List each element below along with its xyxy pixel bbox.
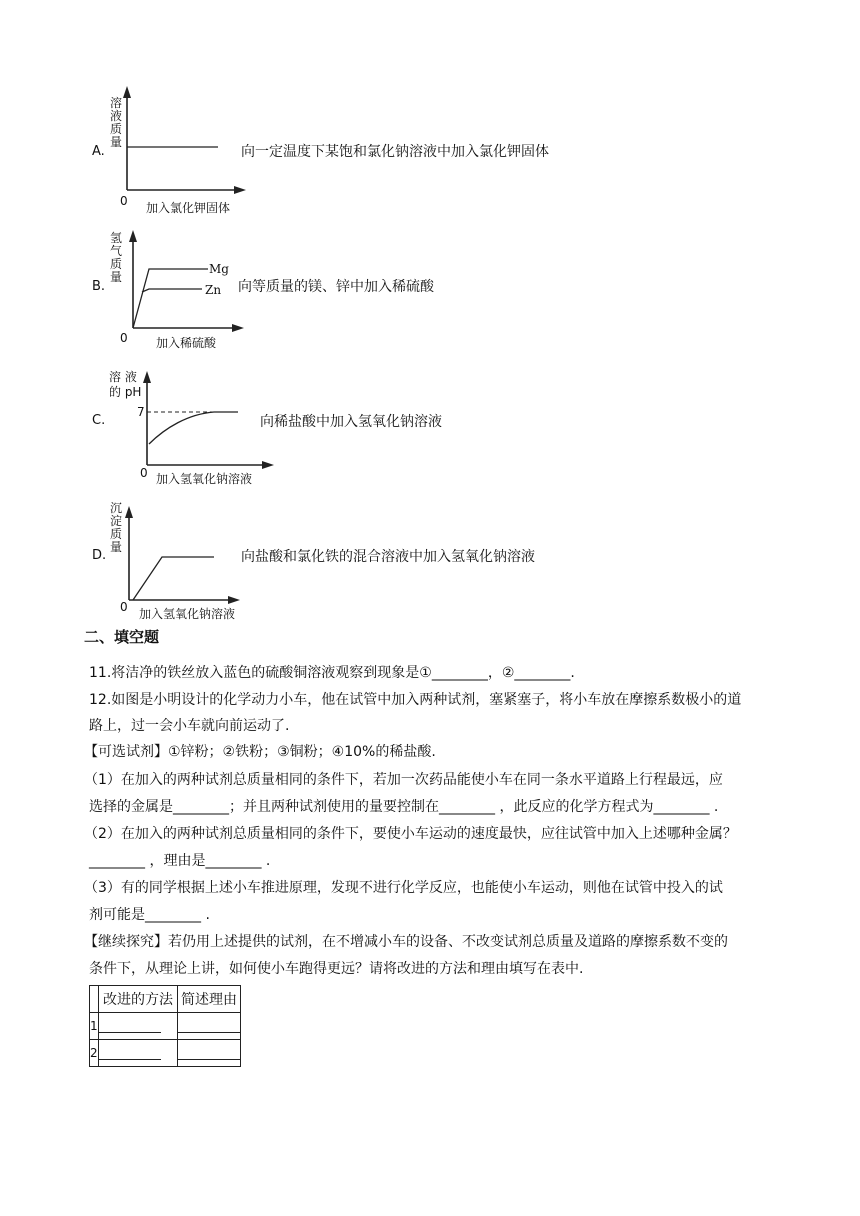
option-b-x-label: 加入稀硫酸 xyxy=(156,336,217,350)
section-title: 二、填空题 xyxy=(84,628,160,646)
table-header-row xyxy=(90,986,241,1013)
question-12-line1: 12.如图是小明设计的化学动力小车，他在试管中加入两种试剂，塞紧塞子，将小车放在摩擦系数极小的道 xyxy=(89,692,742,708)
graph-b-mg-line xyxy=(133,269,208,328)
table-cell-reason-blank[interactable] xyxy=(178,1040,241,1067)
option-a-x-label: 加入氯化钾固体 xyxy=(146,201,231,215)
explore-line2: 条件下，从理论上讲，如何使小车跑得更远？请将改进的方法和理由填写在表中. xyxy=(89,961,584,977)
option-d-letter: D. xyxy=(92,548,107,563)
option-d-description: 向盐酸和氯化铁的混合溶液中加入氢氧化钠溶液 xyxy=(241,549,535,565)
option-a-description: 向一定温度下某饱和氯化钠溶液中加入氯化钾固体 xyxy=(241,144,549,160)
graph-a xyxy=(123,86,246,194)
table-row-number: 2 xyxy=(90,1040,99,1067)
option-a-origin: 0 xyxy=(120,194,128,208)
option-b-series-zn: Zn xyxy=(205,283,222,297)
option-b-series-mg: Mg xyxy=(209,262,229,276)
option-d-y-label: 沉 淀 质 量 xyxy=(110,501,123,554)
part-2-line1: （2）在加入的两种试剂总质量相同的条件下，要使小车运动的速度最快，应往试管中加入上述哪种金属？ xyxy=(84,826,737,842)
question-12-line2: 路上，过一会小车就向前运动了. xyxy=(89,718,290,734)
question-11: 11.将洁净的铁丝放入蓝色的硫酸铜溶液观察到现象是①________，②________. xyxy=(89,665,575,681)
option-c-x-label: 加入氢氧化钠溶液 xyxy=(156,472,253,486)
option-b-description: 向等质量的镁、锌中加入稀硫酸 xyxy=(238,279,434,295)
table-row xyxy=(90,1013,241,1040)
option-a-letter: A. xyxy=(92,144,105,159)
option-b-origin: 0 xyxy=(120,331,128,345)
graph-b xyxy=(129,230,244,332)
graph-d xyxy=(125,506,240,604)
table-row-number: 1 xyxy=(90,1013,99,1040)
option-c-y-label-line2: 的 pH xyxy=(109,385,142,399)
improvement-table xyxy=(89,985,241,1067)
table-row xyxy=(90,1040,241,1067)
table-corner-cell xyxy=(90,986,99,1013)
option-a-y-label: 溶 液 质 量 xyxy=(110,96,123,149)
part-1-line1: （1）在加入的两种试剂总质量相同的条件下，若加一次药品能使小车在同一条水平道路上行程最远，应 xyxy=(84,772,723,788)
part-3-line1: （3）有的同学根据上述小车推进原理，发现不进行化学反应，也能使小车运动，则他在试管中投入的试 xyxy=(84,880,723,896)
explore-line1: 【继续探究】若仍用上述提供的试剂，在不增减小车的设备、不改变试剂总质量及道路的摩擦系数不变的 xyxy=(84,934,728,950)
option-d-origin: 0 xyxy=(120,600,128,614)
option-b-letter: B. xyxy=(92,279,106,294)
graph-c-curve xyxy=(149,412,238,444)
part-3-line2: 剂可能是________ . xyxy=(89,907,210,923)
option-d-x-label: 加入氢氧化钠溶液 xyxy=(139,607,236,621)
table-header-method: 改进的方法 xyxy=(99,986,178,1013)
part-1-line2: 选择的金属是________；并且两种试剂使用的量要控制在________ ，此反应的化学方程式为________ . xyxy=(89,799,719,815)
option-b-y-label: 氢 气 质 量 xyxy=(110,231,123,284)
graph-d-line xyxy=(133,557,214,600)
option-c-origin: 0 xyxy=(140,466,148,480)
graph-c xyxy=(143,371,274,469)
part-2-line2: ________ ，理由是________ . xyxy=(89,853,271,869)
option-c-tick-7: 7 xyxy=(137,405,145,419)
reagents-list: 【可选试剂】①锌粉；②铁粉；③铜粉；④10%的稀盐酸. xyxy=(84,744,436,760)
graph-b-zn-line xyxy=(142,289,202,292)
table-cell-method-blank[interactable] xyxy=(99,1040,178,1067)
table-cell-method-blank[interactable] xyxy=(99,1013,178,1040)
option-c-letter: C. xyxy=(92,413,106,428)
option-c-y-label-line1: 溶 液 xyxy=(109,370,137,384)
option-c-description: 向稀盐酸中加入氢氧化钠溶液 xyxy=(260,414,442,430)
table-header-reason: 简述理由 xyxy=(178,986,241,1013)
table-cell-reason-blank[interactable] xyxy=(178,1013,241,1040)
